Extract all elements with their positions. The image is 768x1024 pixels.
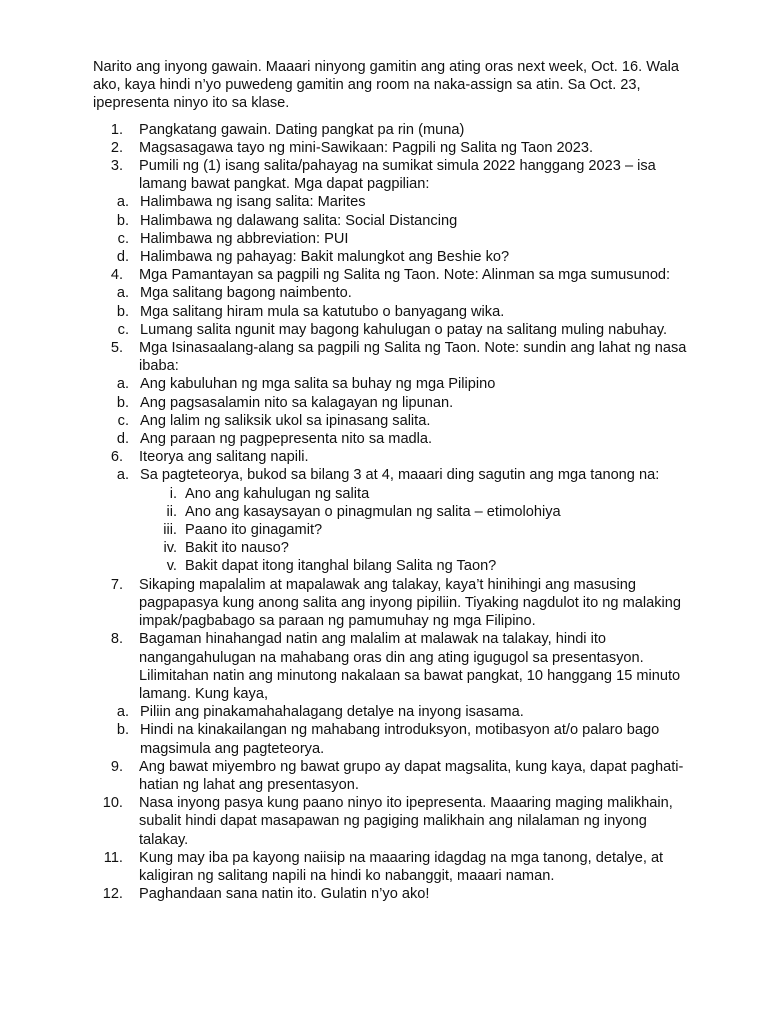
list-item-number: ii.: [166, 503, 177, 520]
list-item-text: Piliin ang pinakamahahalagang detalye na inyong isasama.: [140, 704, 524, 721]
list-item-text: Nasa inyong pasya kung paano ninyo ito ipepresenta. Maaaring maging malikhain, subalit hindi dapat masapawan ng pagiging malikhain ang nilalaman ng inyong talakay.: [139, 795, 673, 848]
list-item-number: a.: [116, 704, 129, 721]
list-item-level-2: [93, 248, 693, 266]
list-item-number: 1.: [110, 121, 123, 138]
list-item-text: Iteorya ang salitang napili.: [139, 449, 309, 466]
list-item-number: c.: [117, 412, 129, 429]
list-item-text: Ang pagsasalamin nito sa kalagayan ng lipunan.: [140, 394, 454, 411]
list-item-level-1: [93, 794, 693, 849]
list-item-text: Paghandaan sana natin ito. Gulatin n’yo ako!: [139, 886, 430, 903]
instruction-list: [93, 121, 693, 904]
list-item-level-2: [93, 303, 693, 321]
list-item-number: a.: [116, 285, 129, 302]
list-item-level-3: [93, 503, 693, 521]
list-item-number: a.: [116, 194, 129, 211]
list-item-level-2: [93, 430, 693, 448]
list-item-number: a.: [116, 467, 129, 484]
list-item-text: Mga salitang bagong naimbento.: [140, 285, 352, 302]
list-item-text: Mga Pamantayan sa pagpili ng Salita ng Taon. Note: Alinman sa mga sumusunod:: [139, 267, 671, 284]
list-item-number: iii.: [163, 522, 177, 539]
list-item-level-2: [93, 284, 693, 302]
sub-list-level-2: [93, 466, 693, 575]
list-item-level-2: [93, 230, 693, 248]
intro-paragraph: Narito ang inyong gawain. Maaari ninyong gamitin ang ating oras next week, Oct. 16. Wala ako, kaya hindi n’yo puwedeng gamitin ang room na naka-assign sa atin. Sa Oct. 23, ipepresenta ninyo ito sa klase.: [93, 59, 679, 112]
list-item-number: 5.: [110, 340, 123, 357]
sub-list-level-2: [93, 193, 693, 266]
sub-list-level-2: [93, 703, 693, 758]
list-item-number: b.: [116, 394, 129, 411]
list-item-number: d.: [116, 431, 129, 448]
list-item-number: 2.: [110, 139, 123, 156]
list-item-number: 3.: [110, 158, 123, 175]
list-item-number: 8.: [110, 631, 123, 648]
list-item-level-3: [93, 521, 693, 539]
list-item-text: Ang lalim ng saliksik ukol sa ipinasang salita.: [140, 412, 431, 429]
list-item-text: Sikaping mapalalim at mapalawak ang talakay, kaya’t hinihingi ang masusing pagpapasya kung anong salita ang inyong pipiliin. Tiyaking nagdulot ito ng malaking impak/pagbabago sa paraan ng pamumuhay ng mga Filipino.: [139, 576, 681, 630]
list-item-level-3: [93, 557, 693, 575]
list-item-level-1: [93, 576, 693, 631]
list-item-level-2: [93, 321, 693, 339]
list-item-level-2: [93, 193, 693, 211]
list-item-level-2: [93, 466, 693, 575]
list-item-text: Mga Isinasaalang-alang sa pagpili ng Salita ng Taon. Note: sundin ang lahat ng nasa ibaba:: [139, 340, 687, 375]
list-item-number: 10.: [102, 795, 123, 812]
list-item-text: Sa pagteteorya, bukod sa bilang 3 at 4, maaari ding sagutin ang mga tanong na:: [140, 467, 660, 484]
list-item-text: Halimbawa ng isang salita: Marites: [140, 194, 366, 211]
list-item-text: Paano ito ginagamit?: [185, 522, 323, 539]
list-item-level-1: [93, 266, 693, 339]
list-item-text: Bakit dapat itong itanghal bilang Salita ng Taon?: [185, 558, 497, 575]
list-item-number: iv.: [163, 540, 177, 557]
list-item-level-2: [93, 212, 693, 230]
list-item-number: i.: [169, 485, 177, 502]
list-item-number: 4.: [110, 267, 123, 284]
sub-list-level-2: [93, 375, 693, 448]
list-item-level-2: [93, 412, 693, 430]
list-item-text: Ano ang kahulugan ng salita: [185, 485, 370, 502]
list-item-text: Ang bawat miyembro ng bawat grupo ay dapat magsalita, kung kaya, dapat paghati-hatian ng lahat ang presentasyon.: [139, 758, 684, 793]
list-item-level-3: [93, 485, 693, 503]
list-item-level-2: [93, 394, 693, 412]
list-item-text: Halimbawa ng abbreviation: PUI: [140, 230, 349, 247]
list-item-text: Kung may iba pa kayong naiisip na maaaring idagdag na mga tanong, detalye, at kaligiran ng salitang napili na hindi ko nabanggit, maaari naman.: [139, 849, 664, 884]
list-item-level-1: [93, 157, 693, 266]
list-item-level-2: [93, 721, 693, 757]
list-item-number: b.: [116, 212, 129, 229]
list-item-text: Halimbawa ng pahayag: Bakit malungkot ang Beshie ko?: [140, 249, 510, 266]
list-item-text: Hindi na kinakailangan ng mahabang introduksyon, motibasyon at/o palaro bago magsimula ang pagteteorya.: [140, 722, 660, 757]
list-item-number: 9.: [110, 758, 123, 775]
list-item-level-1: [93, 758, 693, 794]
list-item-level-1: [93, 121, 693, 139]
list-item-level-1: [93, 849, 693, 885]
list-item-number: 12.: [102, 886, 123, 903]
document-page: [93, 58, 693, 903]
sub-list-level-2: [93, 284, 693, 339]
list-item-text: Halimbawa ng dalawang salita: Social Distancing: [140, 212, 458, 229]
list-item-number: v.: [166, 558, 177, 575]
list-item-text: Ano ang kasaysayan o pinagmulan ng salita – etimolohiya: [185, 503, 561, 520]
list-item-number: c.: [117, 321, 129, 338]
list-item-number: 7.: [110, 576, 123, 593]
list-item-level-1: [93, 339, 693, 448]
list-item-number: 11.: [103, 849, 123, 866]
list-item-text: Ang paraan ng pagpepresenta nito sa madla.: [140, 431, 433, 448]
list-item-level-2: [93, 375, 693, 393]
list-item-text: Lumang salita ngunit may bagong kahulugan o patay na salitang muling nabuhay.: [140, 321, 668, 338]
list-item-number: b.: [116, 722, 129, 739]
list-item-text: Mga salitang hiram mula sa katutubo o banyagang wika.: [140, 303, 505, 320]
list-item-text: Ang kabuluhan ng mga salita sa buhay ng mga Pilipino: [140, 376, 496, 393]
list-item-text: Bakit ito nauso?: [185, 540, 289, 557]
list-item-level-1: [93, 139, 693, 157]
list-item-text: Magsasagawa tayo ng mini-Sawikaan: Pagpili ng Salita ng Taon 2023.: [139, 139, 594, 156]
list-item-level-2: [93, 703, 693, 721]
list-item-level-3: [93, 539, 693, 557]
list-item-number: c.: [117, 230, 129, 247]
list-item-text: Pumili ng (1) isang salita/pahayag na sumikat simula 2022 hanggang 2023 – isa lamang bawat pangkat. Mga dapat pagpilian:: [139, 158, 656, 193]
list-item-number: b.: [116, 303, 129, 320]
list-item-text: Bagaman hinahangad natin ang malalim at malawak na talakay, hindi ito nangangahulugan na mahabang oras din ang ating igugugol sa presentasyon. Lilimitahan natin ang minutong nakalaan sa bawat pangkat, 10 hanggang 15 minuto lamang. Kung kaya,: [139, 631, 681, 702]
list-item-number: a.: [116, 376, 129, 393]
list-item-level-1: [93, 885, 693, 903]
list-item-text: Pangkatang gawain. Dating pangkat pa rin (muna): [139, 121, 465, 138]
list-item-number: 6.: [110, 449, 123, 466]
list-item-number: d.: [116, 249, 129, 266]
list-item-level-1: [93, 630, 693, 757]
list-item-level-1: [93, 448, 693, 575]
sub-list-level-3: [93, 485, 693, 576]
